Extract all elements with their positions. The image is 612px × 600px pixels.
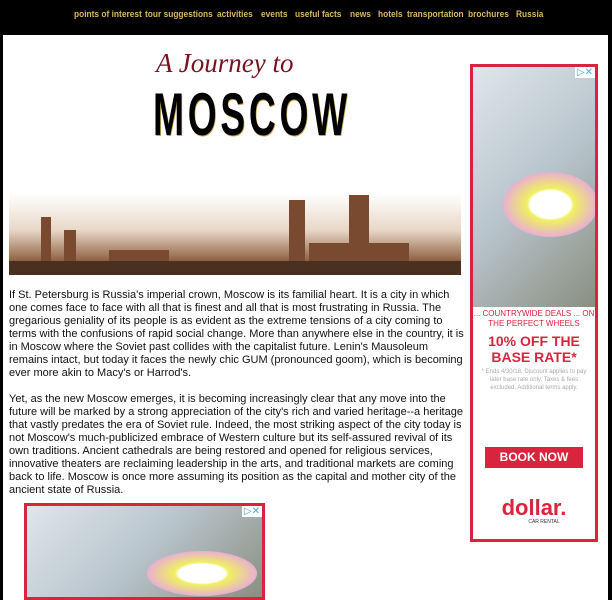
- nav-news[interactable]: news: [350, 9, 371, 20]
- nav-useful-facts[interactable]: useful facts: [295, 9, 342, 20]
- logo-moscow: MOSCOW: [153, 81, 351, 148]
- ad-choices-icon[interactable]: ▷✕: [576, 67, 593, 78]
- nav-brochures[interactable]: brochures: [468, 9, 509, 20]
- content-page: [3, 35, 608, 600]
- nav-hotels[interactable]: hotels: [378, 9, 403, 20]
- inline-ad[interactable]: [24, 503, 265, 600]
- article-text: [9, 289, 467, 510]
- paragraph: If St. Petersburg is Russia's imperial crown, Moscow is its familial heart. It is a city in which one comes face to face with all that is finest and all that is most frustrating in Russia. The gregarious geniality of its people is as evident as the extreme tensions of a city coming to terms with the confusions of rapid social change. More than anywhere else in the country, it is in Moscow where the Soviet past collides with the capitalist future. Lenin's Mausoleum remains intact, but today it faces the newly chic GUM (pronounced goom), which is becoming ever more akin to Macy's or Harrod's.: [9, 289, 464, 379]
- sidebar-ad[interactable]: [470, 64, 598, 542]
- ad-offer-text: 10% OFF THE BASE RATE*: [488, 333, 580, 365]
- top-nav: [0, 0, 612, 33]
- ad-choices-icon[interactable]: ▷✕: [243, 506, 260, 517]
- paragraph: Yet, as the new Moscow emerges, it is becoming increasingly clear that any move into the future will be marked by a strong appreciation of the city's rich and varied heritage--a heritage that vastly predates the era of Soviet rule. Indeed, the most striking aspect of the city today is not Moscow's much-publicized embrace of Western culture but its self-assured revival of its own traditions. Ancient cathedrals are being restored and opened for religious services, innovative theaters are reclaiming leadership in the arts, and traditional markets are coming back to life. Moscow is once more assuming its position as the capital and mother city of the ancient state of Russia.: [9, 393, 463, 496]
- nav-transportation[interactable]: transportation: [407, 9, 464, 20]
- ad-photo: [27, 506, 262, 597]
- moscow-skyline-image: [9, 193, 461, 275]
- ad-brand-logo: dollar.: [501, 495, 567, 520]
- nav-activities[interactable]: activities: [217, 9, 253, 20]
- ad-fine-print: * Ends 4/30/18. Discount applies to pay later base rate only. Taxes & fees excluded. Additional terms apply.: [481, 369, 587, 391]
- logo-journey: A Journey to: [156, 48, 294, 78]
- ad-brand-sub: CAR RENTAL: [528, 519, 560, 525]
- nav-points-of-interest[interactable]: points of interest: [74, 9, 142, 20]
- nav-russia[interactable]: Russia: [516, 9, 544, 20]
- nav-tour-suggestions[interactable]: tour suggestions: [145, 9, 213, 20]
- book-now-button[interactable]: BOOK NOW: [485, 447, 583, 468]
- ad-deal-text: ... COUNTRYWIDE DEALS ... ON THE PERFECT WHEELS: [473, 309, 595, 328]
- nav-events[interactable]: events: [261, 9, 288, 20]
- ad-photo: [473, 67, 595, 307]
